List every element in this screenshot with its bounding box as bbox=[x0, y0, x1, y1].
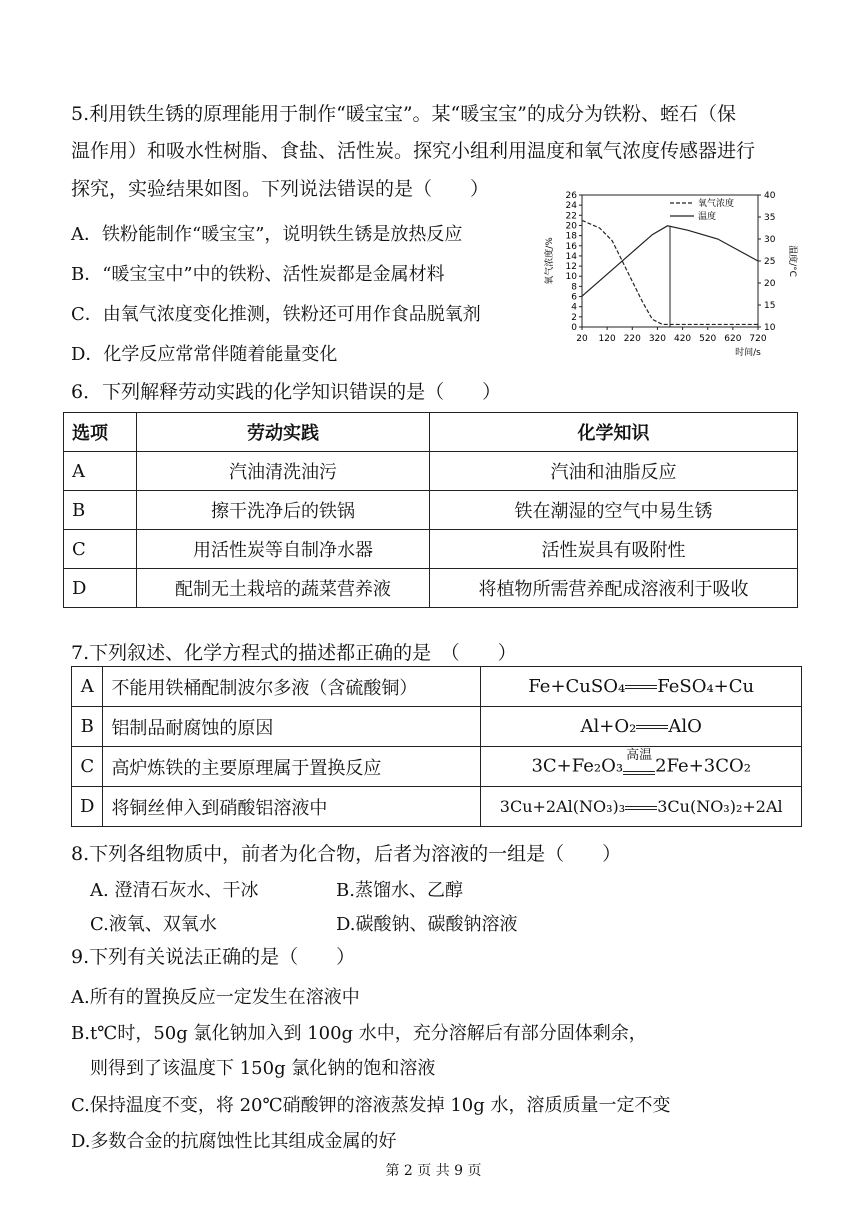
q6-cell-option: B bbox=[64, 491, 137, 530]
equals-sign bbox=[625, 806, 657, 810]
q6-cell-practice: 汽油清洗油污 bbox=[137, 452, 430, 491]
equals-sign bbox=[636, 725, 668, 729]
q7-cell-option: C bbox=[72, 747, 103, 787]
equation-products: FeSO₄+Cu bbox=[657, 676, 755, 697]
q5-line3: 探究，实验结果如图。下列说法错误的是（ ） bbox=[71, 178, 490, 200]
equation-condition bbox=[623, 750, 655, 783]
q7-cell-description: 不能用铁桶配制波尔多液（含硫酸铜） bbox=[103, 667, 481, 707]
y-left-tick-label: 0 bbox=[571, 323, 577, 333]
equals-sign bbox=[623, 771, 655, 775]
y-left-tick-label: 4 bbox=[571, 302, 577, 313]
x-tick-label: 620 bbox=[724, 334, 742, 344]
q6-cell-option: C bbox=[64, 530, 137, 569]
q8-option-b: B.蒸馏水、乙醇 bbox=[336, 880, 463, 901]
y-left-tick-label: 14 bbox=[565, 251, 577, 262]
y-left-tick-label: 8 bbox=[571, 282, 577, 293]
y-right-tick-label: 20 bbox=[764, 279, 776, 289]
y-right-tick-label: 40 bbox=[764, 191, 776, 201]
q7-cell-equation bbox=[481, 787, 802, 827]
q7-cell-option: D bbox=[72, 787, 103, 827]
table-row bbox=[72, 787, 802, 827]
y-left-tick-label: 12 bbox=[565, 262, 577, 273]
q9-option-b-line1: B.t℃时，50g 氯化钠加入到 100g 水中，充分溶解后有部分固体剩余， bbox=[71, 1023, 647, 1044]
table-row bbox=[72, 707, 802, 747]
x-axis-label: 时间/s bbox=[735, 348, 761, 358]
q9-option-a: A.所有的置换反应一定发生在溶液中 bbox=[71, 987, 360, 1008]
q8-stem: 8.下列各组物质中，前者为化合物，后者为溶液的一组是（ ） bbox=[71, 843, 622, 865]
q6-header-practice: 劳动实践 bbox=[137, 413, 430, 452]
y-right-tick-label: 25 bbox=[764, 257, 776, 267]
equation-products: 2Fe+3CO₂ bbox=[655, 755, 751, 777]
q6-header-option: 选项 bbox=[64, 413, 137, 452]
q5-line2: 温作用）和吸水性树脂、食盐、活性炭。探究小组利用温度和氧气浓度传感器进行 bbox=[71, 140, 756, 162]
equation-reactants: Fe+CuSO₄ bbox=[528, 676, 626, 697]
q7-cell-description: 将铜丝伸入到硝酸铝溶液中 bbox=[103, 787, 481, 827]
q6-header-row bbox=[64, 413, 798, 452]
equation-reactants: 3Cu+2Al(NO₃)₃ bbox=[499, 797, 626, 816]
y-right-tick-label: 35 bbox=[764, 213, 776, 223]
q5-option-a: A．铁粉能制作“暖宝宝”，说明铁生锈是放热反应 bbox=[71, 224, 463, 245]
q6-cell-option: A bbox=[64, 452, 137, 491]
legend-label: 温度 bbox=[698, 212, 717, 222]
q7-cell-option: B bbox=[72, 707, 103, 747]
y-left-tick-label: 20 bbox=[565, 221, 577, 232]
q7-cell-description: 高炉炼铁的主要原理属于置换反应 bbox=[103, 747, 481, 787]
y-right-axis-label: 温度/°C bbox=[787, 245, 797, 277]
x-tick-label: 20 bbox=[576, 334, 588, 344]
table-row bbox=[72, 667, 802, 707]
q9-stem: 9.下列有关说法正确的是（ ） bbox=[71, 946, 356, 968]
q6-table bbox=[63, 412, 798, 608]
q9-option-b-line2: 则得到了该温度下 150g 氯化钠的饱和溶液 bbox=[90, 1058, 436, 1079]
q8-option-a: A. 澄清石灰水、干冰 bbox=[90, 880, 259, 901]
x-tick-label: 420 bbox=[673, 334, 692, 344]
y-left-axis-label: 氧气浓度/% bbox=[545, 237, 555, 285]
q5-option-c: C．由氧气浓度变化推测，铁粉还可用作食品脱氧剂 bbox=[71, 304, 481, 325]
equals-sign bbox=[625, 685, 657, 689]
q6-cell-practice: 擦干洗净后的铁锅 bbox=[137, 491, 430, 530]
page-footer: 第 2 页 共 9 页 bbox=[385, 1163, 482, 1179]
q6-cell-option: D bbox=[64, 569, 137, 608]
q7-cell-equation bbox=[481, 667, 802, 707]
q7-cell-equation bbox=[481, 747, 802, 787]
q6-cell-knowledge: 活性炭具有吸附性 bbox=[430, 530, 798, 569]
q5-option-d: D．化学反应常常伴随着能量变化 bbox=[71, 344, 338, 365]
y-left-tick-label: 26 bbox=[565, 191, 577, 201]
equation-reactants: 3C+Fe₂O₃ bbox=[531, 755, 624, 777]
y-right-tick-label: 10 bbox=[764, 323, 776, 333]
equation-reactants: Al+O₂ bbox=[580, 716, 637, 737]
x-tick-label: 520 bbox=[699, 334, 717, 344]
x-tick-label: 120 bbox=[598, 334, 616, 344]
q6-stem: 6．下列解释劳动实践的化学知识错误的是（ ） bbox=[71, 381, 502, 403]
table-row bbox=[64, 530, 798, 569]
x-tick-label: 220 bbox=[623, 334, 641, 344]
y-left-tick-label: 16 bbox=[565, 241, 577, 252]
equation-products: 3Cu(NO₃)₂+2Al bbox=[657, 797, 783, 816]
table-row bbox=[64, 491, 798, 530]
table-row bbox=[64, 452, 798, 491]
q5-option-b: B．“暖宝宝中”中的铁粉、活性炭都是金属材料 bbox=[71, 264, 445, 285]
legend-label: 氧气浓度 bbox=[698, 199, 735, 209]
equation-products: AlO bbox=[668, 716, 702, 737]
q7-cell-equation bbox=[481, 707, 802, 747]
y-left-tick-label: 22 bbox=[565, 211, 577, 222]
q7-stem: 7.下列叙述、化学方程式的描述都正确的是 （ ） bbox=[71, 642, 517, 664]
q8-option-d: D.碳酸钠、碳酸钠溶液 bbox=[336, 914, 518, 935]
table-row bbox=[64, 569, 798, 608]
x-tick-label: 720 bbox=[749, 334, 767, 344]
x-tick-label: 320 bbox=[648, 334, 667, 344]
q7-cell-description: 铝制品耐腐蚀的原因 bbox=[103, 707, 481, 747]
q6-cell-knowledge: 将植物所需营养配成溶液利于吸收 bbox=[430, 569, 798, 608]
q6-cell-knowledge: 汽油和油脂反应 bbox=[430, 452, 798, 491]
y-right-tick-label: 30 bbox=[764, 235, 776, 245]
q7-cell-option: A bbox=[72, 667, 103, 707]
q6-header-knowledge: 化学知识 bbox=[430, 413, 798, 452]
y-left-tick-label: 24 bbox=[565, 201, 577, 212]
y-left-tick-label: 6 bbox=[571, 292, 577, 303]
y-left-tick-label: 10 bbox=[565, 272, 577, 283]
q6-cell-knowledge: 铁在潮湿的空气中易生锈 bbox=[430, 491, 798, 530]
q6-cell-practice: 配制无土栽培的蔬菜营养液 bbox=[137, 569, 430, 608]
q5-line1: 5.利用铁生锈的原理能用于制作“暖宝宝”。某“暖宝宝”的成分为铁粉、蛭石（保 bbox=[71, 103, 736, 125]
y-right-tick-label: 15 bbox=[764, 301, 776, 311]
q9-option-d: D.多数合金的抗腐蚀性比其组成金属的好 bbox=[71, 1131, 397, 1152]
y-left-tick-label: 18 bbox=[565, 231, 577, 242]
table-row bbox=[72, 747, 802, 787]
q5-chart bbox=[540, 185, 800, 365]
q6-cell-practice: 用活性炭等自制净水器 bbox=[137, 530, 430, 569]
y-left-tick-label: 2 bbox=[571, 312, 577, 323]
condition-label: 高温 bbox=[626, 748, 653, 763]
q7-table bbox=[71, 666, 802, 827]
q9-option-c: C.保持温度不变，将 20℃硝酸钾的溶液蒸发掉 10g 水，溶质质量一定不变 bbox=[71, 1095, 671, 1116]
q8-option-c: C.液氧、双氧水 bbox=[90, 914, 217, 935]
